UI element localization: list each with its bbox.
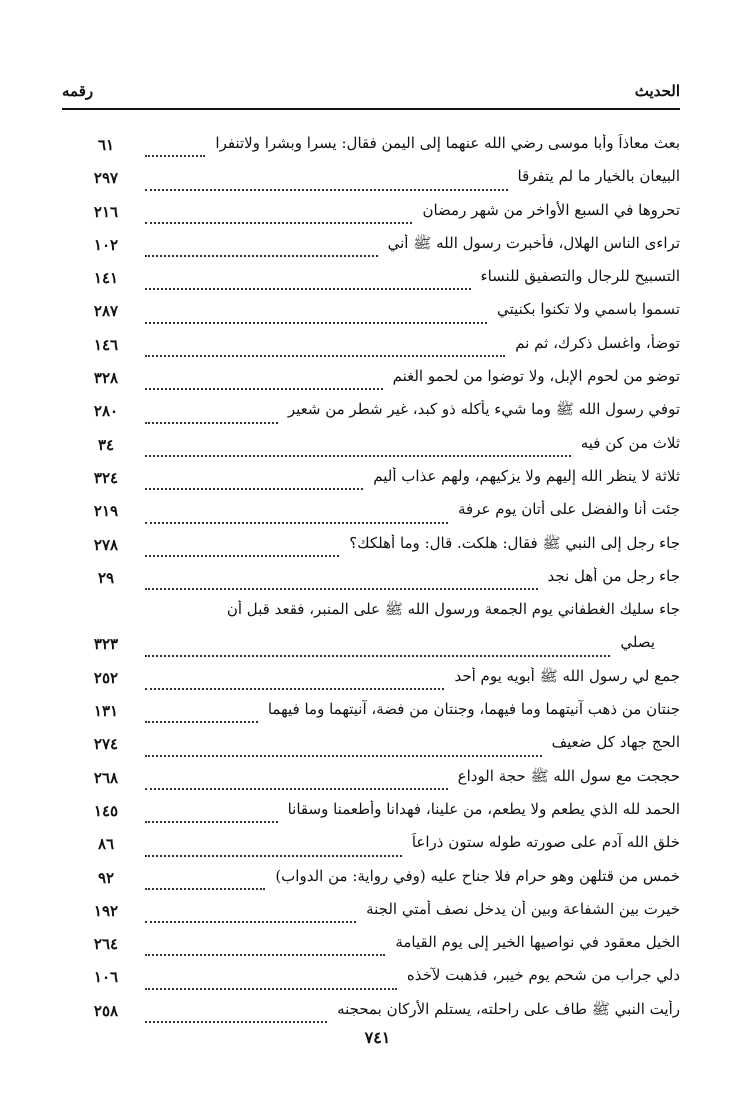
list-item (0, 398, 755, 431)
hadith-number: ٦١ (97, 136, 115, 154)
list-item (0, 565, 755, 598)
list-item (0, 365, 755, 398)
leader-dots (145, 855, 402, 857)
leader-dots (145, 455, 571, 457)
list-item (0, 165, 755, 198)
leader-dots (145, 222, 412, 224)
list-item (0, 598, 755, 631)
hadith-number: ١٣١ (93, 702, 119, 721)
leader-dots (145, 888, 265, 890)
hadith-number: ٢٦٨ (93, 768, 119, 787)
hadith-number: ٢٧٨ (93, 535, 119, 554)
list-item (0, 865, 755, 898)
list-item (0, 898, 755, 931)
leader-dots (145, 355, 505, 357)
hadith-number: ٣٤ (97, 435, 115, 454)
leader-dots (145, 388, 383, 390)
hadith-number: ١٤٦ (93, 335, 119, 354)
hadith-text: حججت مع سول الله ﷺ حجة الوداع (457, 766, 680, 785)
hadith-text: توضأ، واغسل ذكرك، ثم نم (515, 333, 680, 352)
leader-dots (145, 755, 542, 757)
hadith-text: جاء رجل من أهل نجد (547, 566, 680, 585)
hadith-number: ٢٨٠ (93, 402, 119, 421)
list-item (0, 432, 755, 465)
list-item (0, 532, 755, 565)
hadith-number: ٢٨٧ (93, 302, 119, 321)
hadith-text: دلي جراب من شحم يوم خيبر، فذهبت لآخذه (406, 966, 680, 985)
leader-dots (145, 189, 508, 191)
hadith-text: ثلاث من كن فيه (580, 433, 680, 452)
hadith-number: ١٤٥ (93, 801, 119, 820)
hadith-number: ٢٧٤ (93, 735, 119, 754)
hadith-text: تراءى الناس الهلال، فأخبرت رسول الله ﷺ أني (387, 233, 680, 252)
hadith-text: يصلي (620, 633, 655, 652)
leader-dots (145, 954, 385, 956)
list-item (0, 765, 755, 798)
hadith-text: الخيل معقود في نواصيها الخير إلى يوم القيامة (395, 933, 680, 952)
hadith-text: توفي رسول الله ﷺ وما شيء يأكله ذو كبد، غير شطر من شعير (287, 400, 680, 419)
list-item (0, 731, 755, 764)
hadith-number: ٢١٩ (93, 502, 119, 521)
hadith-text: جاء رجل إلى النبي ﷺ فقال: هلكت. قال: وما أهلكك؟ (349, 533, 680, 552)
hadith-text: تسموا باسمي ولا تكنوا بكنيتي (497, 300, 680, 319)
list-item (0, 232, 755, 265)
hadith-index-list (0, 132, 755, 1031)
hadith-number: ٢٦٤ (93, 935, 119, 954)
hadith-number: ٢٥٢ (93, 668, 119, 687)
hadith-text: خلق الله آدم على صورته طوله ستون ذراعاً (411, 833, 680, 852)
leader-dots (145, 522, 448, 524)
list-item (0, 298, 755, 331)
hadith-number: ٨٦ (97, 835, 115, 854)
leader-dots (145, 488, 363, 490)
leader-dots (145, 588, 538, 590)
hadith-number: ٢١٦ (93, 202, 119, 221)
hadith-number: ٩٢ (97, 868, 115, 887)
hadith-number: ١٩٢ (93, 901, 119, 920)
list-item (0, 798, 755, 831)
hadith-text: رأيت النبي ﷺ طاف على راحلته، يستلم الأركان بمحجنه (337, 999, 680, 1018)
leader-dots (145, 721, 258, 723)
list-item (0, 265, 755, 298)
hadith-text: جنتان من ذهب آنيتهما وما فيهما، وجنتان من فضة، آنيتهما وما فيهما (267, 700, 680, 719)
hadith-text: الحمد لله الذي يطعم ولا يطعم، من علينا، فهدانا وأطعمنا وسقانا (287, 799, 680, 818)
hadith-number: ٣٢٨ (93, 369, 119, 388)
list-item (0, 998, 755, 1031)
list-item (0, 498, 755, 531)
hadith-number: ٣٢٣ (93, 635, 119, 654)
list-item (0, 831, 755, 864)
hadith-text: خمس من قتلهن وهو حرام فلا جناح عليه (وفي رواية: من الدواب) (275, 866, 680, 885)
list-item (0, 964, 755, 997)
hadith-column-label: الحديث (634, 82, 680, 100)
hadith-number: ٢٥٨ (93, 1001, 119, 1020)
hadith-text: جئت أنا والفضل على أتان يوم عرفة (458, 500, 680, 519)
leader-dots (145, 921, 356, 923)
hadith-number: ٢٩٧ (93, 169, 119, 188)
leader-dots (145, 288, 471, 290)
hadith-text: الحج جهاد كل ضعيف (551, 733, 680, 752)
list-item (0, 931, 755, 964)
leader-dots (145, 655, 610, 657)
hadith-text: تحروها في السبع الأواخر من شهر رمضان (422, 200, 680, 219)
list-item (0, 199, 755, 232)
table-header (62, 76, 680, 106)
page-number: ٧٤١ (364, 1028, 391, 1047)
header-rule (62, 108, 680, 110)
hadith-text: جمع لي رسول الله ﷺ أبويه يوم أحد (454, 666, 680, 685)
hadith-text: البيعان بالخيار ما لم يتفرقا (517, 167, 680, 186)
hadith-number: ١٠٢ (93, 235, 119, 254)
leader-dots (145, 322, 487, 324)
hadith-number: ١٤١ (93, 269, 119, 288)
list-item (0, 465, 755, 498)
hadith-text: توضو من لحوم الإبل، ولا توضوا من لحمو الغنم (392, 367, 680, 386)
hadith-text: ثلاثة لا ينظر الله إليهم ولا يزكيهم، ولهم عذاب أليم (373, 466, 680, 485)
hadith-number: ٣٢٤ (93, 468, 119, 487)
list-item (0, 631, 755, 664)
list-item (0, 698, 755, 731)
hadith-text: خيرت بين الشفاعة وبين أن يدخل نصف أمتي الجنة (366, 899, 680, 918)
hadith-text: جاء سليك الغطفاني يوم الجمعة ورسول الله ﷺ على المنبر، فقعد قبل أن (226, 600, 680, 619)
number-column-label: رقمه (62, 82, 94, 100)
leader-dots (145, 821, 278, 823)
hadith-number: ٢٩ (97, 568, 115, 587)
list-item (0, 332, 755, 365)
list-item (0, 665, 755, 698)
hadith-number: ١٠٦ (93, 968, 119, 987)
leader-dots (145, 155, 205, 157)
list-item (0, 132, 755, 165)
hadith-text: التسبيح للرجال والتصفيق للنساء (480, 267, 680, 286)
leader-dots (145, 988, 397, 990)
hadith-text: بعث معاذاً وأبا موسى رضي الله عنهما إلى اليمن فقال: يسرا وبشرا ولاتنفرا (215, 134, 680, 152)
